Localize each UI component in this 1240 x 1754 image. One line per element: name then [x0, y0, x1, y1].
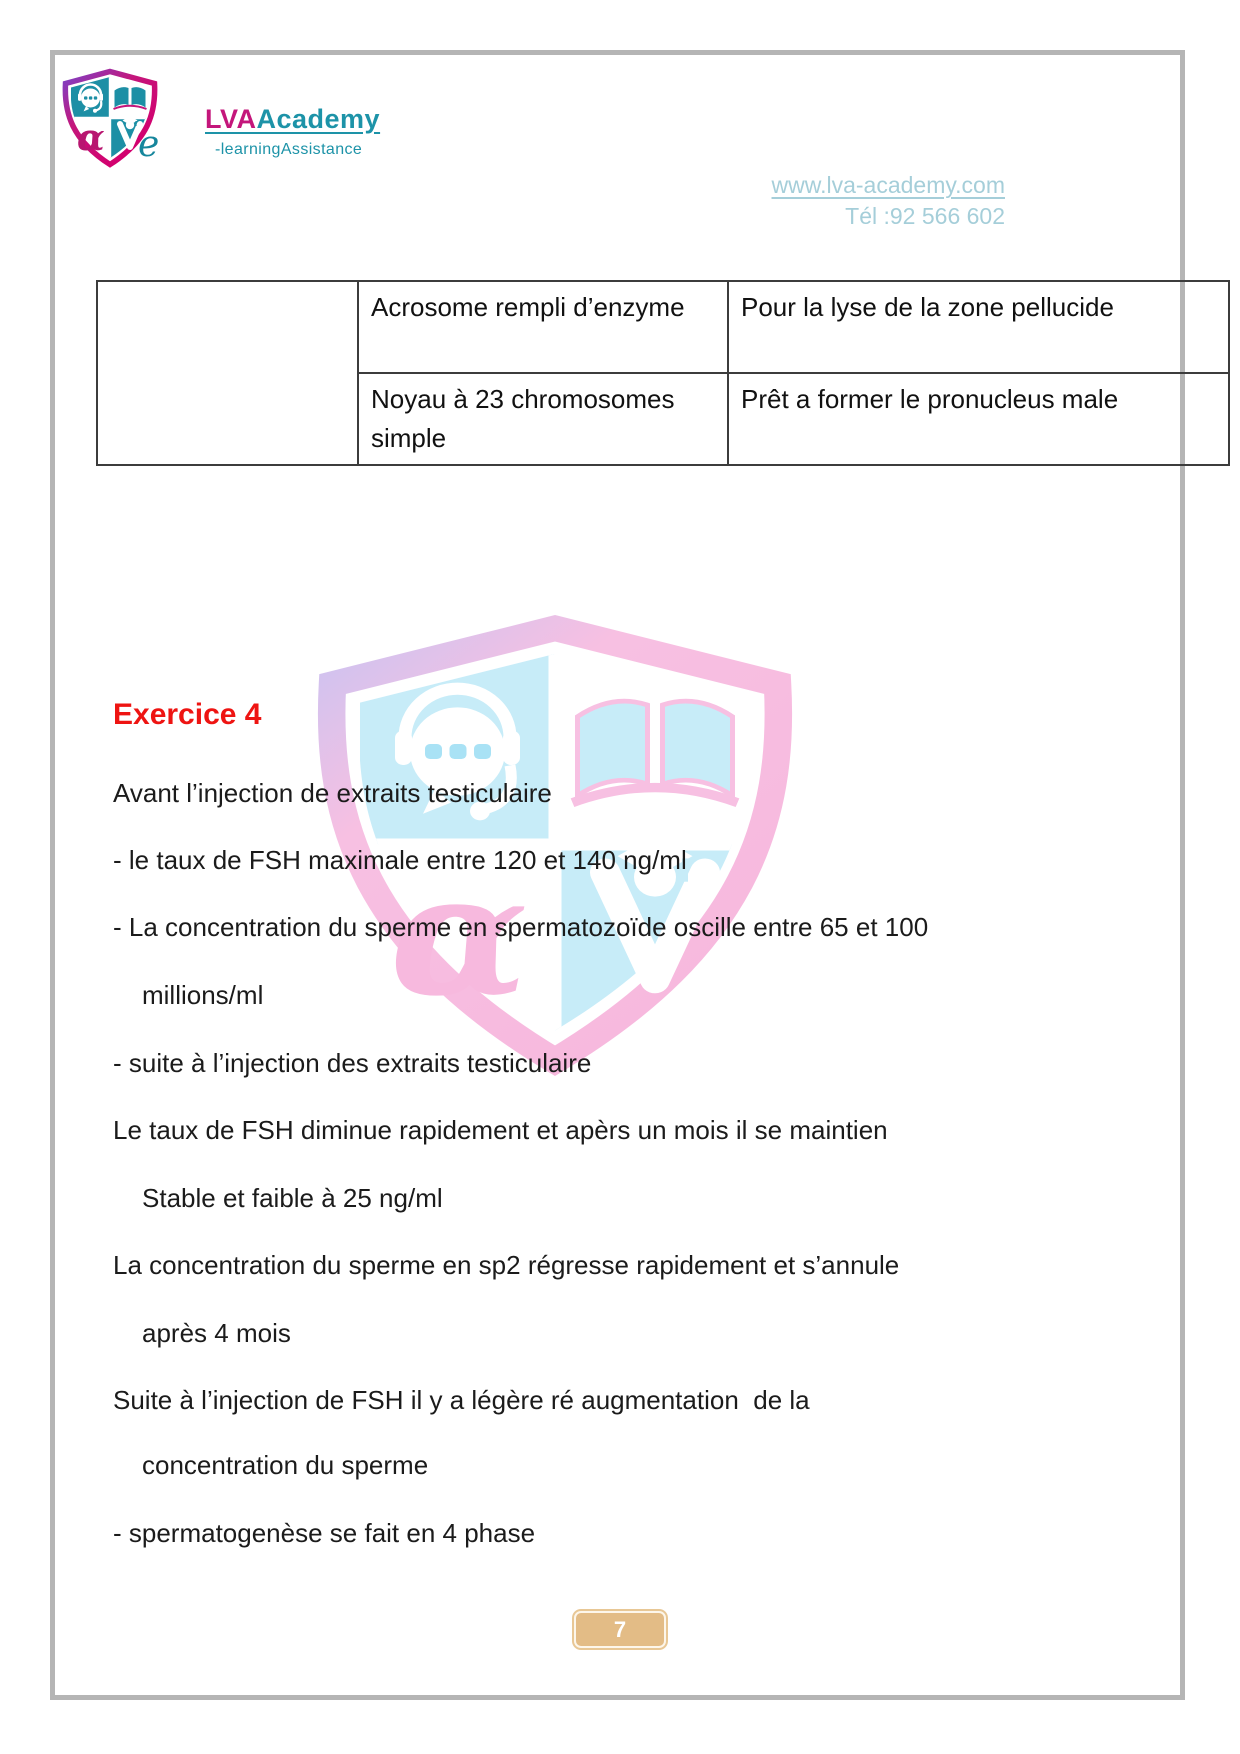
brand-academy: Academy: [256, 104, 381, 134]
paragraph-line: Stable et faible à 25 ng/ml: [142, 1183, 443, 1213]
content-table: [96, 280, 1230, 466]
table-cell: Prêt a former le pronucleus male: [728, 373, 1229, 465]
paragraph-line: après 4 mois: [142, 1318, 291, 1348]
table-cell: Acrosome rempli d’enzyme: [358, 281, 728, 373]
alpha-icon: α: [77, 117, 105, 159]
paragraph-line: - La concentration du sperme en spermatozoïde oscille entre 65 et 100: [113, 912, 929, 942]
table-cell: Pour la lyse de la zone pellucide: [728, 281, 1229, 373]
brand-block: [205, 104, 380, 159]
paragraph-line: - spermatogenèse se fait en 4 phase: [113, 1518, 536, 1548]
paragraph-line: - le taux de FSH maximale entre 120 et 140 ng/ml: [113, 845, 687, 875]
logo-script-e: e: [138, 124, 160, 165]
table-cell: Noyau à 23 chromosomes simple: [358, 373, 728, 465]
watermark-alpha-icon: α: [390, 836, 529, 1033]
table-row: [97, 281, 1229, 373]
paragraph-line: millions/ml: [142, 980, 264, 1010]
contact-block: [772, 170, 1005, 232]
brand-name: [205, 104, 380, 135]
brand-lva: LVA: [205, 104, 257, 134]
paragraph-line: - suite à l’injection des extraits testiculaire: [113, 1048, 592, 1078]
paragraph-line: Le taux de FSH diminue rapidement et apèrs un mois il se maintien: [113, 1115, 888, 1145]
phone-number: Tél :92 566 602: [845, 203, 1005, 229]
page-number: 7: [613, 1617, 627, 1642]
paragraph-line: Suite à l’injection de FSH il y a légère ré augmentation de la: [113, 1385, 810, 1415]
table-cell-empty: [97, 281, 358, 465]
paragraph-line: Avant l’injection de extraits testiculaire: [113, 778, 552, 808]
exercise-heading: Exercice 4: [113, 698, 262, 731]
paragraph-line: La concentration du sperme en sp2 régresse rapidement et s’annule: [113, 1250, 900, 1280]
paragraph-line: concentration du sperme: [142, 1450, 429, 1480]
brand-tagline: -learningAssistance: [215, 141, 363, 158]
website-link[interactable]: www.lva-academy.com: [771, 172, 1005, 198]
page-number-badge: [574, 1611, 666, 1648]
